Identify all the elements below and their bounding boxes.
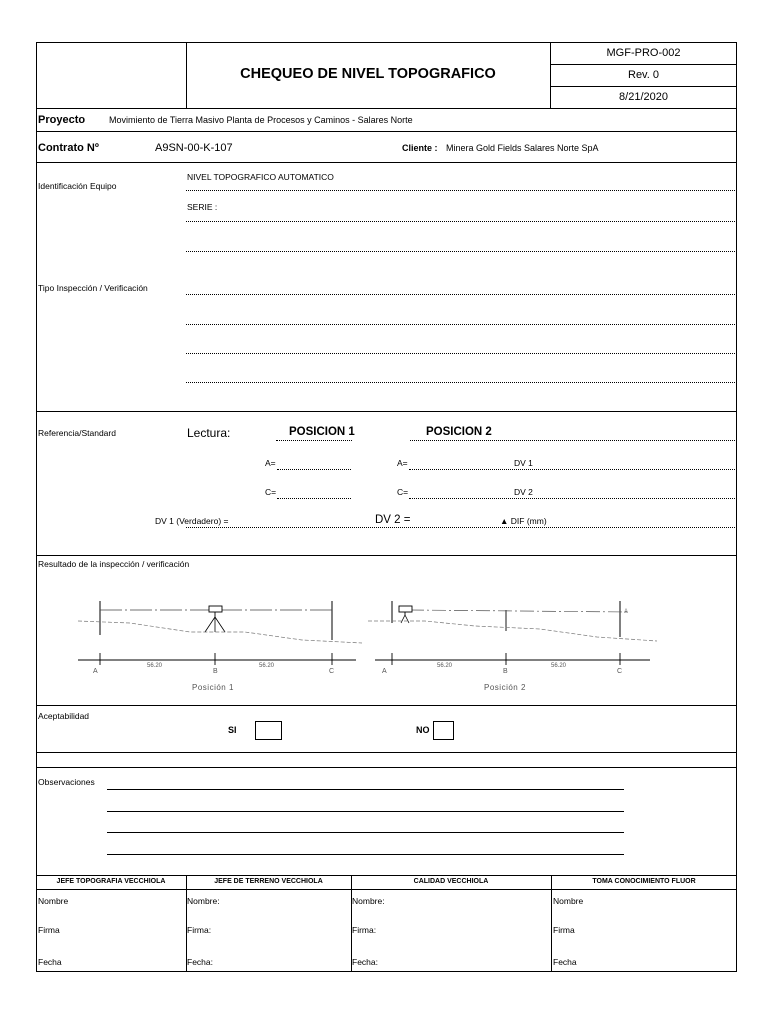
c1-label: C= — [265, 487, 277, 497]
diagram-2-distance-1: 56.20 — [437, 663, 453, 669]
inspection-type-label: Tipo Inspección / Verificación — [38, 283, 148, 293]
dv2-result-label: DV 2 = — [375, 514, 411, 526]
equipment-line-2: SERIE : — [187, 202, 218, 212]
signature-date-3[interactable]: Fecha: — [352, 957, 378, 967]
header-divider — [550, 64, 737, 65]
diagram-1-distance-2: 56.20 — [259, 663, 275, 669]
a1-field[interactable] — [277, 469, 351, 470]
dv2-label: DV 2 — [514, 487, 533, 497]
document-code: MGF-PRO-002 — [606, 47, 681, 59]
a1-label: A= — [265, 458, 276, 468]
reading-label: Lectura: — [187, 426, 231, 440]
level-diagram-position-2 — [365, 595, 665, 695]
document-date: 8/21/2020 — [619, 91, 668, 103]
inspection-type-field[interactable] — [186, 353, 737, 354]
section-divider — [36, 875, 737, 876]
result-label: Resultado de la inspección / verificación — [38, 559, 190, 569]
c1-field[interactable] — [277, 498, 351, 499]
section-divider — [36, 162, 737, 163]
a2-label: A= — [397, 458, 408, 468]
contract-value: A9SN-00-K-107 — [155, 142, 233, 154]
signature-sign-2[interactable]: Firma: — [187, 925, 212, 935]
signature-name-2[interactable]: Nombre: — [187, 896, 220, 906]
section-divider — [36, 108, 737, 109]
section-divider — [36, 555, 737, 556]
diagram-2-distance-2: 56.20 — [551, 663, 567, 669]
project-value: Movimiento de Tierra Masivo Planta de Procesos y Caminos - Salares Norte — [109, 115, 413, 125]
dv1-label: DV 1 — [514, 458, 533, 468]
position-2-heading: POSICION 2 — [426, 426, 492, 438]
signature-divider — [36, 889, 737, 890]
equipment-label: Identificación Equipo — [38, 181, 117, 191]
diagram-2-point-b: B — [503, 668, 508, 675]
signature-name-3[interactable]: Nombre: — [352, 896, 385, 906]
c2-label: C= — [397, 487, 409, 497]
inspection-type-field[interactable] — [186, 324, 737, 325]
observations-line[interactable] — [107, 811, 624, 812]
signature-sign-4[interactable]: Firma — [553, 925, 575, 935]
svg-text:A: A — [624, 609, 629, 615]
signature-name-1[interactable]: Nombre — [38, 896, 69, 906]
diagram-2-point-a: A — [382, 668, 387, 675]
c2-field[interactable] — [409, 498, 737, 499]
dv-result-field[interactable] — [186, 527, 737, 528]
no-checkbox[interactable] — [433, 721, 454, 740]
position-1-heading: POSICION 1 — [289, 426, 355, 438]
diagram-1-point-a: A — [93, 668, 98, 675]
section-divider — [36, 131, 737, 132]
document-title: CHEQUEO DE NIVEL TOPOGRAFICO — [240, 66, 496, 82]
yes-label: SI — [228, 725, 237, 735]
position-2-field[interactable] — [410, 440, 737, 441]
signature-date-2[interactable]: Fecha: — [187, 957, 213, 967]
serial-field[interactable] — [186, 221, 737, 222]
dv1-true-label: DV 1 (Verdadero) = — [155, 516, 229, 526]
observations-line[interactable] — [107, 854, 624, 855]
diagram-1-point-c: C — [329, 668, 335, 675]
level-diagram-position-1 — [70, 595, 370, 695]
signature-sign-1[interactable]: Firma — [38, 925, 60, 935]
client-label: Cliente : — [402, 143, 438, 153]
blank-field[interactable] — [186, 251, 737, 252]
signature-date-1[interactable]: Fecha — [38, 957, 62, 967]
diagram-1-distance-1: 56.20 — [147, 663, 163, 669]
signature-date-4[interactable]: Fecha — [553, 957, 577, 967]
signature-header-2: JEFE DE TERRENO VECCHIOLA — [214, 878, 323, 885]
a2-field[interactable] — [409, 469, 737, 470]
observations-line[interactable] — [107, 832, 624, 833]
signature-header-3: CALIDAD VECCHIOLA — [413, 878, 489, 885]
diagram-1-caption: Posición 1 — [192, 683, 234, 692]
document-revision: Rev. 0 — [628, 69, 659, 81]
section-divider — [36, 752, 737, 753]
signature-sign-3[interactable]: Firma: — [352, 925, 377, 935]
reference-label: Referencia/Standard — [38, 428, 116, 438]
section-divider — [36, 411, 737, 412]
section-divider — [36, 767, 737, 768]
observations-line[interactable] — [107, 789, 624, 790]
observations-label: Observaciones — [38, 777, 95, 787]
signature-header-4: TOMA CONOCIMIENTO FLUOR — [592, 878, 696, 885]
section-divider — [36, 705, 737, 706]
equipment-line-1-field[interactable] — [186, 190, 737, 191]
signature-header-1: JEFE TOPOGRAFIA VECCHIOLA — [56, 878, 166, 885]
position-1-field[interactable] — [276, 440, 352, 441]
header-divider — [550, 86, 737, 87]
client-value: Minera Gold Fields Salares Norte SpA — [446, 143, 599, 153]
inspection-type-field[interactable] — [186, 294, 737, 295]
no-label: NO — [416, 725, 430, 735]
diagram-1-point-b: B — [213, 668, 218, 675]
diagram-2-point-c: C — [617, 668, 623, 675]
yes-checkbox[interactable] — [255, 721, 282, 740]
diagram-2-caption: Posición 2 — [484, 683, 526, 692]
difference-label: ▲ DIF (mm) — [500, 516, 547, 526]
contract-label: Contrato Nº — [38, 142, 99, 154]
inspection-type-field[interactable] — [186, 382, 737, 383]
equipment-line-1: NIVEL TOPOGRAFICO AUTOMATICO — [187, 172, 334, 182]
project-label: Proyecto — [38, 114, 86, 126]
signature-name-4[interactable]: Nombre — [553, 896, 584, 906]
acceptability-label: Aceptabilidad — [38, 711, 90, 721]
